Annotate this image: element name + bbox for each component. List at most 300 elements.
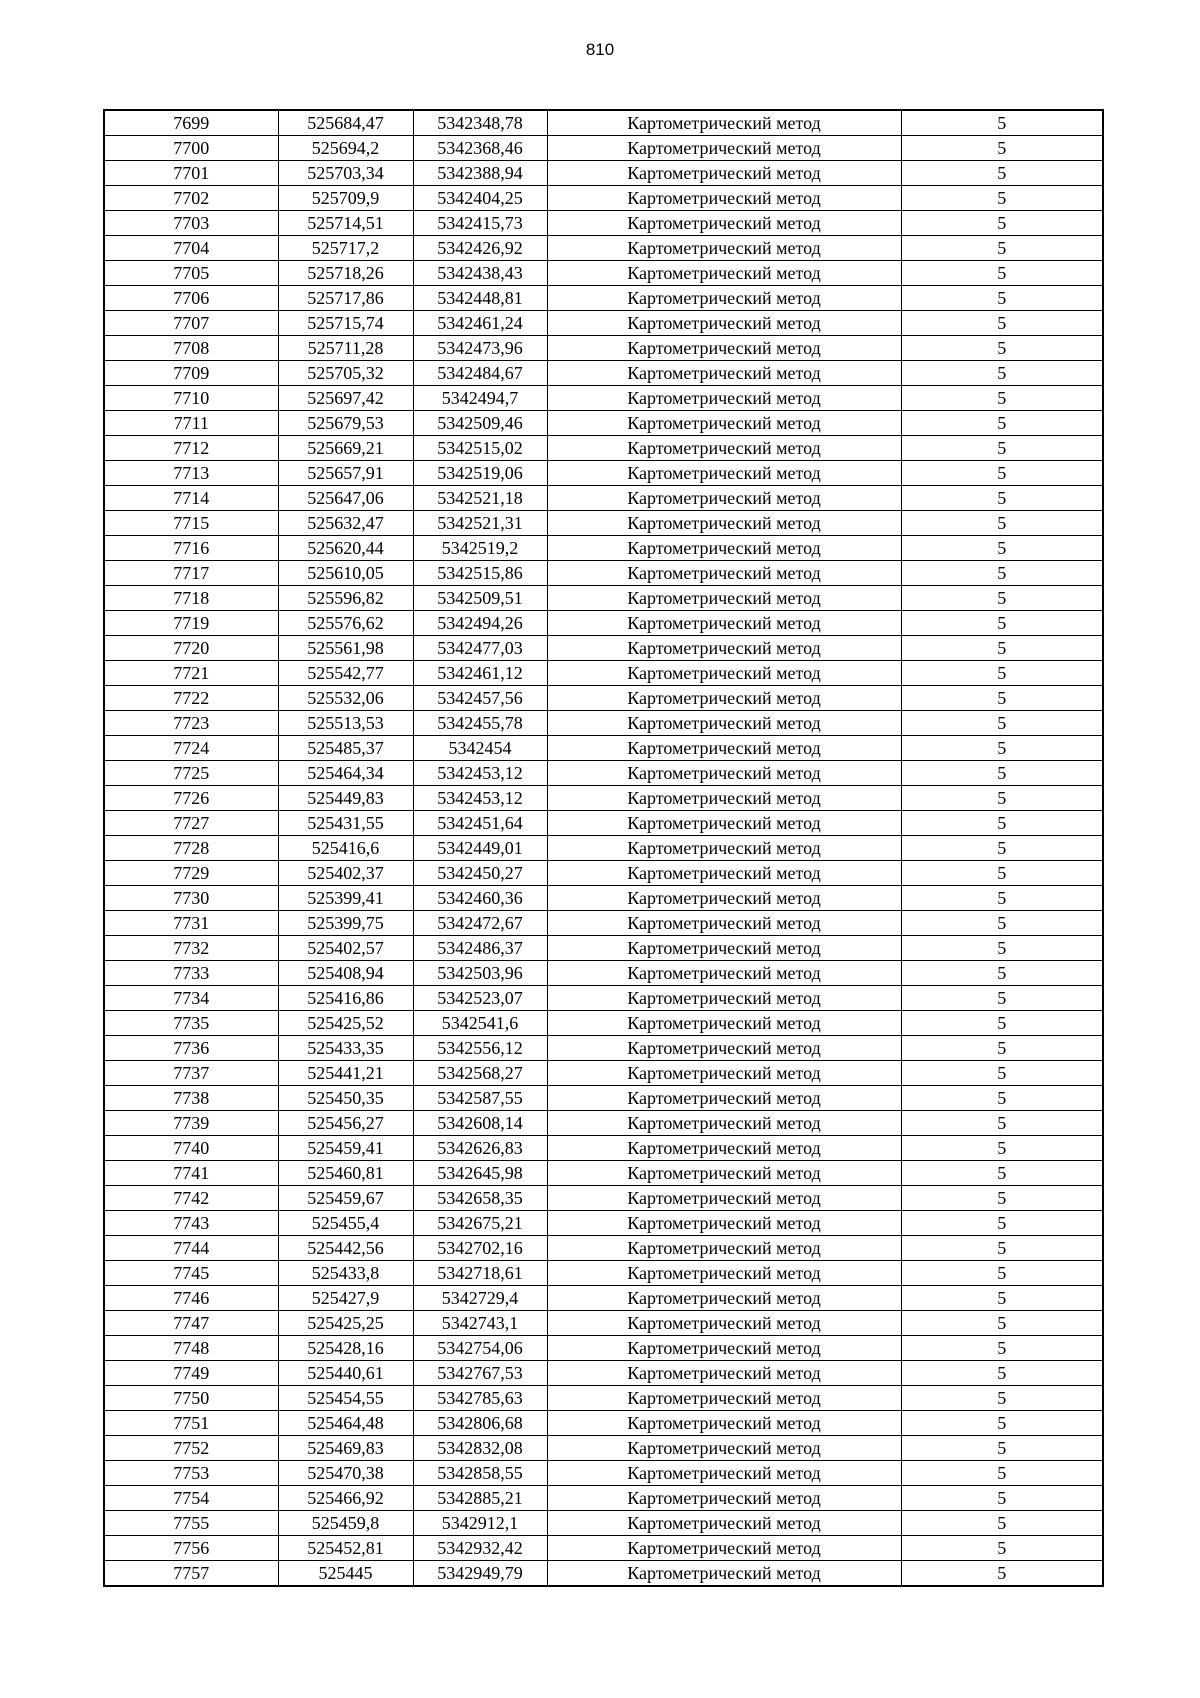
y-coordinate-cell: 5342767,53 [413, 1361, 547, 1386]
point-number-cell: 7700 [104, 136, 278, 161]
method-cell: Картометрический метод [547, 1186, 901, 1211]
table-row [104, 1286, 1103, 1311]
accuracy-cell: 5 [901, 936, 1103, 961]
point-number-cell: 7749 [104, 1361, 278, 1386]
accuracy-cell: 5 [901, 261, 1103, 286]
table-row [104, 1511, 1103, 1536]
point-number-cell: 7748 [104, 1336, 278, 1361]
method-cell: Картометрический метод [547, 861, 901, 886]
accuracy-cell: 5 [901, 661, 1103, 686]
x-coordinate-cell: 525416,86 [278, 986, 413, 1011]
method-cell: Картометрический метод [547, 1286, 901, 1311]
y-coordinate-cell: 5342718,61 [413, 1261, 547, 1286]
accuracy-cell: 5 [901, 311, 1103, 336]
y-coordinate-cell: 5342754,06 [413, 1336, 547, 1361]
x-coordinate-cell: 525459,41 [278, 1136, 413, 1161]
accuracy-cell: 5 [901, 161, 1103, 186]
accuracy-cell: 5 [901, 1361, 1103, 1386]
y-coordinate-cell: 5342388,94 [413, 161, 547, 186]
method-cell: Картометрический метод [547, 611, 901, 636]
method-cell: Картометрический метод [547, 536, 901, 561]
y-coordinate-cell: 5342472,67 [413, 911, 547, 936]
point-number-cell: 7708 [104, 336, 278, 361]
y-coordinate-cell: 5342912,1 [413, 1511, 547, 1536]
method-cell: Картометрический метод [547, 736, 901, 761]
table-row [104, 1536, 1103, 1561]
table-row [104, 911, 1103, 936]
y-coordinate-cell: 5342438,43 [413, 261, 547, 286]
method-cell: Картометрический метод [547, 1486, 901, 1511]
x-coordinate-cell: 525428,16 [278, 1336, 413, 1361]
method-cell: Картометрический метод [547, 286, 901, 311]
accuracy-cell: 5 [901, 1211, 1103, 1236]
table-row [104, 361, 1103, 386]
table-row [104, 1211, 1103, 1236]
accuracy-cell: 5 [901, 1286, 1103, 1311]
point-number-cell: 7717 [104, 561, 278, 586]
table-row [104, 586, 1103, 611]
x-coordinate-cell: 525717,86 [278, 286, 413, 311]
point-number-cell: 7704 [104, 236, 278, 261]
accuracy-cell: 5 [901, 386, 1103, 411]
point-number-cell: 7736 [104, 1036, 278, 1061]
y-coordinate-cell: 5342743,1 [413, 1311, 547, 1336]
x-coordinate-cell: 525469,83 [278, 1436, 413, 1461]
point-number-cell: 7730 [104, 886, 278, 911]
x-coordinate-cell: 525464,34 [278, 761, 413, 786]
table-row [104, 486, 1103, 511]
y-coordinate-cell: 5342494,26 [413, 611, 547, 636]
y-coordinate-cell: 5342461,12 [413, 661, 547, 686]
point-number-cell: 7744 [104, 1236, 278, 1261]
table-row [104, 1011, 1103, 1036]
y-coordinate-cell: 5342486,37 [413, 936, 547, 961]
point-number-cell: 7725 [104, 761, 278, 786]
point-number-cell: 7714 [104, 486, 278, 511]
x-coordinate-cell: 525620,44 [278, 536, 413, 561]
table-row [104, 811, 1103, 836]
table-row [104, 386, 1103, 411]
method-cell: Картометрический метод [547, 386, 901, 411]
table-row [104, 761, 1103, 786]
point-number-cell: 7752 [104, 1436, 278, 1461]
x-coordinate-cell: 525425,52 [278, 1011, 413, 1036]
y-coordinate-cell: 5342858,55 [413, 1461, 547, 1486]
accuracy-cell: 5 [901, 211, 1103, 236]
x-coordinate-cell: 525441,21 [278, 1061, 413, 1086]
x-coordinate-cell: 525455,4 [278, 1211, 413, 1236]
accuracy-cell: 5 [901, 1536, 1103, 1561]
method-cell: Картометрический метод [547, 361, 901, 386]
method-cell: Картометрический метод [547, 511, 901, 536]
point-number-cell: 7710 [104, 386, 278, 411]
x-coordinate-cell: 525470,38 [278, 1461, 413, 1486]
method-cell: Картометрический метод [547, 411, 901, 436]
point-number-cell: 7735 [104, 1011, 278, 1036]
x-coordinate-cell: 525561,98 [278, 636, 413, 661]
table-row [104, 1086, 1103, 1111]
table-row [104, 136, 1103, 161]
method-cell: Картометрический метод [547, 236, 901, 261]
y-coordinate-cell: 5342556,12 [413, 1036, 547, 1061]
accuracy-cell: 5 [901, 561, 1103, 586]
method-cell: Картометрический метод [547, 1136, 901, 1161]
accuracy-cell: 5 [901, 136, 1103, 161]
table-row [104, 1161, 1103, 1186]
point-number-cell: 7723 [104, 711, 278, 736]
accuracy-cell: 5 [901, 911, 1103, 936]
point-number-cell: 7729 [104, 861, 278, 886]
y-coordinate-cell: 5342608,14 [413, 1111, 547, 1136]
x-coordinate-cell: 525596,82 [278, 586, 413, 611]
x-coordinate-cell: 525440,61 [278, 1361, 413, 1386]
accuracy-cell: 5 [901, 536, 1103, 561]
x-coordinate-cell: 525610,05 [278, 561, 413, 586]
accuracy-cell: 5 [901, 736, 1103, 761]
x-coordinate-cell: 525402,37 [278, 861, 413, 886]
y-coordinate-cell: 5342785,63 [413, 1386, 547, 1411]
method-cell: Картометрический метод [547, 1411, 901, 1436]
x-coordinate-cell: 525542,77 [278, 661, 413, 686]
point-number-cell: 7726 [104, 786, 278, 811]
table-row [104, 1061, 1103, 1086]
x-coordinate-cell: 525669,21 [278, 436, 413, 461]
point-number-cell: 7715 [104, 511, 278, 536]
accuracy-cell: 5 [901, 1111, 1103, 1136]
point-number-cell: 7732 [104, 936, 278, 961]
x-coordinate-cell: 525718,26 [278, 261, 413, 286]
y-coordinate-cell: 5342523,07 [413, 986, 547, 1011]
accuracy-cell: 5 [901, 1386, 1103, 1411]
accuracy-cell: 5 [901, 110, 1103, 136]
point-number-cell: 7713 [104, 461, 278, 486]
table-row [104, 1111, 1103, 1136]
x-coordinate-cell: 525433,8 [278, 1261, 413, 1286]
y-coordinate-cell: 5342453,12 [413, 761, 547, 786]
table-row [104, 611, 1103, 636]
x-coordinate-cell: 525717,2 [278, 236, 413, 261]
method-cell: Картометрический метод [547, 936, 901, 961]
accuracy-cell: 5 [901, 636, 1103, 661]
accuracy-cell: 5 [901, 761, 1103, 786]
y-coordinate-cell: 5342457,56 [413, 686, 547, 711]
y-coordinate-cell: 5342515,86 [413, 561, 547, 586]
method-cell: Картометрический метод [547, 786, 901, 811]
method-cell: Картометрический метод [547, 1011, 901, 1036]
y-coordinate-cell: 5342473,96 [413, 336, 547, 361]
table-row [104, 311, 1103, 336]
table-row [104, 886, 1103, 911]
accuracy-cell: 5 [901, 1011, 1103, 1036]
method-cell: Картометрический метод [547, 911, 901, 936]
x-coordinate-cell: 525532,06 [278, 686, 413, 711]
y-coordinate-cell: 5342461,24 [413, 311, 547, 336]
accuracy-cell: 5 [901, 1461, 1103, 1486]
point-number-cell: 7743 [104, 1211, 278, 1236]
accuracy-cell: 5 [901, 461, 1103, 486]
accuracy-cell: 5 [901, 886, 1103, 911]
y-coordinate-cell: 5342626,83 [413, 1136, 547, 1161]
accuracy-cell: 5 [901, 1436, 1103, 1461]
method-cell: Картометрический метод [547, 486, 901, 511]
method-cell: Картометрический метод [547, 1436, 901, 1461]
method-cell: Картометрический метод [547, 1386, 901, 1411]
table-row [104, 1186, 1103, 1211]
method-cell: Картометрический метод [547, 1036, 901, 1061]
method-cell: Картометрический метод [547, 311, 901, 336]
accuracy-cell: 5 [901, 1486, 1103, 1511]
accuracy-cell: 5 [901, 1186, 1103, 1211]
accuracy-cell: 5 [901, 961, 1103, 986]
accuracy-cell: 5 [901, 1311, 1103, 1336]
method-cell: Картометрический метод [547, 1211, 901, 1236]
point-number-cell: 7751 [104, 1411, 278, 1436]
y-coordinate-cell: 5342658,35 [413, 1186, 547, 1211]
point-number-cell: 7754 [104, 1486, 278, 1511]
point-number-cell: 7755 [104, 1511, 278, 1536]
y-coordinate-cell: 5342521,31 [413, 511, 547, 536]
table-row [104, 461, 1103, 486]
point-number-cell: 7742 [104, 1186, 278, 1211]
table-row [104, 1336, 1103, 1361]
y-coordinate-cell: 5342451,64 [413, 811, 547, 836]
y-coordinate-cell: 5342460,36 [413, 886, 547, 911]
y-coordinate-cell: 5342568,27 [413, 1061, 547, 1086]
method-cell: Картометрический метод [547, 961, 901, 986]
y-coordinate-cell: 5342729,4 [413, 1286, 547, 1311]
x-coordinate-cell: 525709,9 [278, 186, 413, 211]
accuracy-cell: 5 [901, 436, 1103, 461]
point-number-cell: 7709 [104, 361, 278, 386]
accuracy-cell: 5 [901, 361, 1103, 386]
x-coordinate-cell: 525647,06 [278, 486, 413, 511]
accuracy-cell: 5 [901, 1161, 1103, 1186]
method-cell: Картометрический метод [547, 461, 901, 486]
x-coordinate-cell: 525450,35 [278, 1086, 413, 1111]
x-coordinate-cell: 525402,57 [278, 936, 413, 961]
accuracy-cell: 5 [901, 836, 1103, 861]
x-coordinate-cell: 525460,81 [278, 1161, 413, 1186]
x-coordinate-cell: 525576,62 [278, 611, 413, 636]
table-row [104, 1136, 1103, 1161]
method-cell: Картометрический метод [547, 1336, 901, 1361]
method-cell: Картометрический метод [547, 1561, 901, 1587]
table-row [104, 1361, 1103, 1386]
method-cell: Картометрический метод [547, 986, 901, 1011]
coordinates-table-body [104, 110, 1103, 1586]
method-cell: Картометрический метод [547, 261, 901, 286]
x-coordinate-cell: 525715,74 [278, 311, 413, 336]
point-number-cell: 7705 [104, 261, 278, 286]
point-number-cell: 7706 [104, 286, 278, 311]
y-coordinate-cell: 5342453,12 [413, 786, 547, 811]
x-coordinate-cell: 525657,91 [278, 461, 413, 486]
y-coordinate-cell: 5342448,81 [413, 286, 547, 311]
method-cell: Картометрический метод [547, 761, 901, 786]
y-coordinate-cell: 5342521,18 [413, 486, 547, 511]
point-number-cell: 7722 [104, 686, 278, 711]
x-coordinate-cell: 525425,25 [278, 1311, 413, 1336]
x-coordinate-cell: 525416,6 [278, 836, 413, 861]
accuracy-cell: 5 [901, 1336, 1103, 1361]
table-row [104, 161, 1103, 186]
x-coordinate-cell: 525714,51 [278, 211, 413, 236]
y-coordinate-cell: 5342509,51 [413, 586, 547, 611]
method-cell: Картометрический метод [547, 1536, 901, 1561]
point-number-cell: 7724 [104, 736, 278, 761]
table-row [104, 236, 1103, 261]
accuracy-cell: 5 [901, 411, 1103, 436]
x-coordinate-cell: 525632,47 [278, 511, 413, 536]
table-row [104, 1561, 1103, 1587]
table-row [104, 261, 1103, 286]
method-cell: Картометрический метод [547, 136, 901, 161]
table-row [104, 511, 1103, 536]
accuracy-cell: 5 [901, 1511, 1103, 1536]
x-coordinate-cell: 525442,56 [278, 1236, 413, 1261]
x-coordinate-cell: 525399,75 [278, 911, 413, 936]
point-number-cell: 7699 [104, 110, 278, 136]
y-coordinate-cell: 5342519,2 [413, 536, 547, 561]
x-coordinate-cell: 525464,48 [278, 1411, 413, 1436]
table-row [104, 110, 1103, 136]
x-coordinate-cell: 525711,28 [278, 336, 413, 361]
accuracy-cell: 5 [901, 711, 1103, 736]
x-coordinate-cell: 525454,55 [278, 1386, 413, 1411]
y-coordinate-cell: 5342454 [413, 736, 547, 761]
x-coordinate-cell: 525684,47 [278, 110, 413, 136]
table-row [104, 686, 1103, 711]
table-row [104, 861, 1103, 886]
table-row [104, 561, 1103, 586]
accuracy-cell: 5 [901, 511, 1103, 536]
table-row [104, 411, 1103, 436]
method-cell: Картометрический метод [547, 336, 901, 361]
y-coordinate-cell: 5342806,68 [413, 1411, 547, 1436]
x-coordinate-cell: 525679,53 [278, 411, 413, 436]
point-number-cell: 7702 [104, 186, 278, 211]
table-row [104, 836, 1103, 861]
method-cell: Картометрический метод [547, 586, 901, 611]
method-cell: Картометрический метод [547, 811, 901, 836]
point-number-cell: 7740 [104, 1136, 278, 1161]
y-coordinate-cell: 5342484,67 [413, 361, 547, 386]
point-number-cell: 7733 [104, 961, 278, 986]
point-number-cell: 7707 [104, 311, 278, 336]
point-number-cell: 7703 [104, 211, 278, 236]
method-cell: Картометрический метод [547, 711, 901, 736]
accuracy-cell: 5 [901, 286, 1103, 311]
x-coordinate-cell: 525433,35 [278, 1036, 413, 1061]
method-cell: Картометрический метод [547, 1511, 901, 1536]
y-coordinate-cell: 5342404,25 [413, 186, 547, 211]
y-coordinate-cell: 5342515,02 [413, 436, 547, 461]
table-row [104, 1436, 1103, 1461]
x-coordinate-cell: 525459,67 [278, 1186, 413, 1211]
method-cell: Картометрический метод [547, 1111, 901, 1136]
accuracy-cell: 5 [901, 486, 1103, 511]
x-coordinate-cell: 525459,8 [278, 1511, 413, 1536]
method-cell: Картометрический метод [547, 1261, 901, 1286]
method-cell: Картометрический метод [547, 110, 901, 136]
method-cell: Картометрический метод [547, 636, 901, 661]
table-row [104, 711, 1103, 736]
x-coordinate-cell: 525703,34 [278, 161, 413, 186]
point-number-cell: 7718 [104, 586, 278, 611]
point-number-cell: 7734 [104, 986, 278, 1011]
point-number-cell: 7727 [104, 811, 278, 836]
point-number-cell: 7701 [104, 161, 278, 186]
point-number-cell: 7728 [104, 836, 278, 861]
table-row [104, 936, 1103, 961]
point-number-cell: 7716 [104, 536, 278, 561]
point-number-cell: 7719 [104, 611, 278, 636]
point-number-cell: 7757 [104, 1561, 278, 1587]
accuracy-cell: 5 [901, 811, 1103, 836]
accuracy-cell: 5 [901, 186, 1103, 211]
y-coordinate-cell: 5342449,01 [413, 836, 547, 861]
point-number-cell: 7721 [104, 661, 278, 686]
y-coordinate-cell: 5342702,16 [413, 1236, 547, 1261]
table-row [104, 786, 1103, 811]
accuracy-cell: 5 [901, 236, 1103, 261]
x-coordinate-cell: 525408,94 [278, 961, 413, 986]
table-row [104, 1236, 1103, 1261]
y-coordinate-cell: 5342675,21 [413, 1211, 547, 1236]
method-cell: Картометрический метод [547, 1161, 901, 1186]
point-number-cell: 7738 [104, 1086, 278, 1111]
point-number-cell: 7756 [104, 1536, 278, 1561]
y-coordinate-cell: 5342932,42 [413, 1536, 547, 1561]
y-coordinate-cell: 5342348,78 [413, 110, 547, 136]
accuracy-cell: 5 [901, 861, 1103, 886]
method-cell: Картометрический метод [547, 561, 901, 586]
x-coordinate-cell: 525427,9 [278, 1286, 413, 1311]
point-number-cell: 7753 [104, 1461, 278, 1486]
table-row [104, 436, 1103, 461]
point-number-cell: 7731 [104, 911, 278, 936]
point-number-cell: 7739 [104, 1111, 278, 1136]
table-row [104, 1461, 1103, 1486]
accuracy-cell: 5 [901, 1261, 1103, 1286]
accuracy-cell: 5 [901, 1036, 1103, 1061]
method-cell: Картометрический метод [547, 1061, 901, 1086]
table-row [104, 986, 1103, 1011]
table-row [104, 636, 1103, 661]
point-number-cell: 7745 [104, 1261, 278, 1286]
accuracy-cell: 5 [901, 1236, 1103, 1261]
y-coordinate-cell: 5342455,78 [413, 711, 547, 736]
x-coordinate-cell: 525399,41 [278, 886, 413, 911]
table-row [104, 736, 1103, 761]
x-coordinate-cell: 525485,37 [278, 736, 413, 761]
x-coordinate-cell: 525513,53 [278, 711, 413, 736]
y-coordinate-cell: 5342415,73 [413, 211, 547, 236]
method-cell: Картометрический метод [547, 1311, 901, 1336]
table-row [104, 661, 1103, 686]
table-row [104, 1411, 1103, 1436]
y-coordinate-cell: 5342494,7 [413, 386, 547, 411]
table-row [104, 186, 1103, 211]
x-coordinate-cell: 525705,32 [278, 361, 413, 386]
accuracy-cell: 5 [901, 586, 1103, 611]
y-coordinate-cell: 5342368,46 [413, 136, 547, 161]
accuracy-cell: 5 [901, 1061, 1103, 1086]
accuracy-cell: 5 [901, 986, 1103, 1011]
method-cell: Картометрический метод [547, 211, 901, 236]
x-coordinate-cell: 525697,42 [278, 386, 413, 411]
point-number-cell: 7747 [104, 1311, 278, 1336]
